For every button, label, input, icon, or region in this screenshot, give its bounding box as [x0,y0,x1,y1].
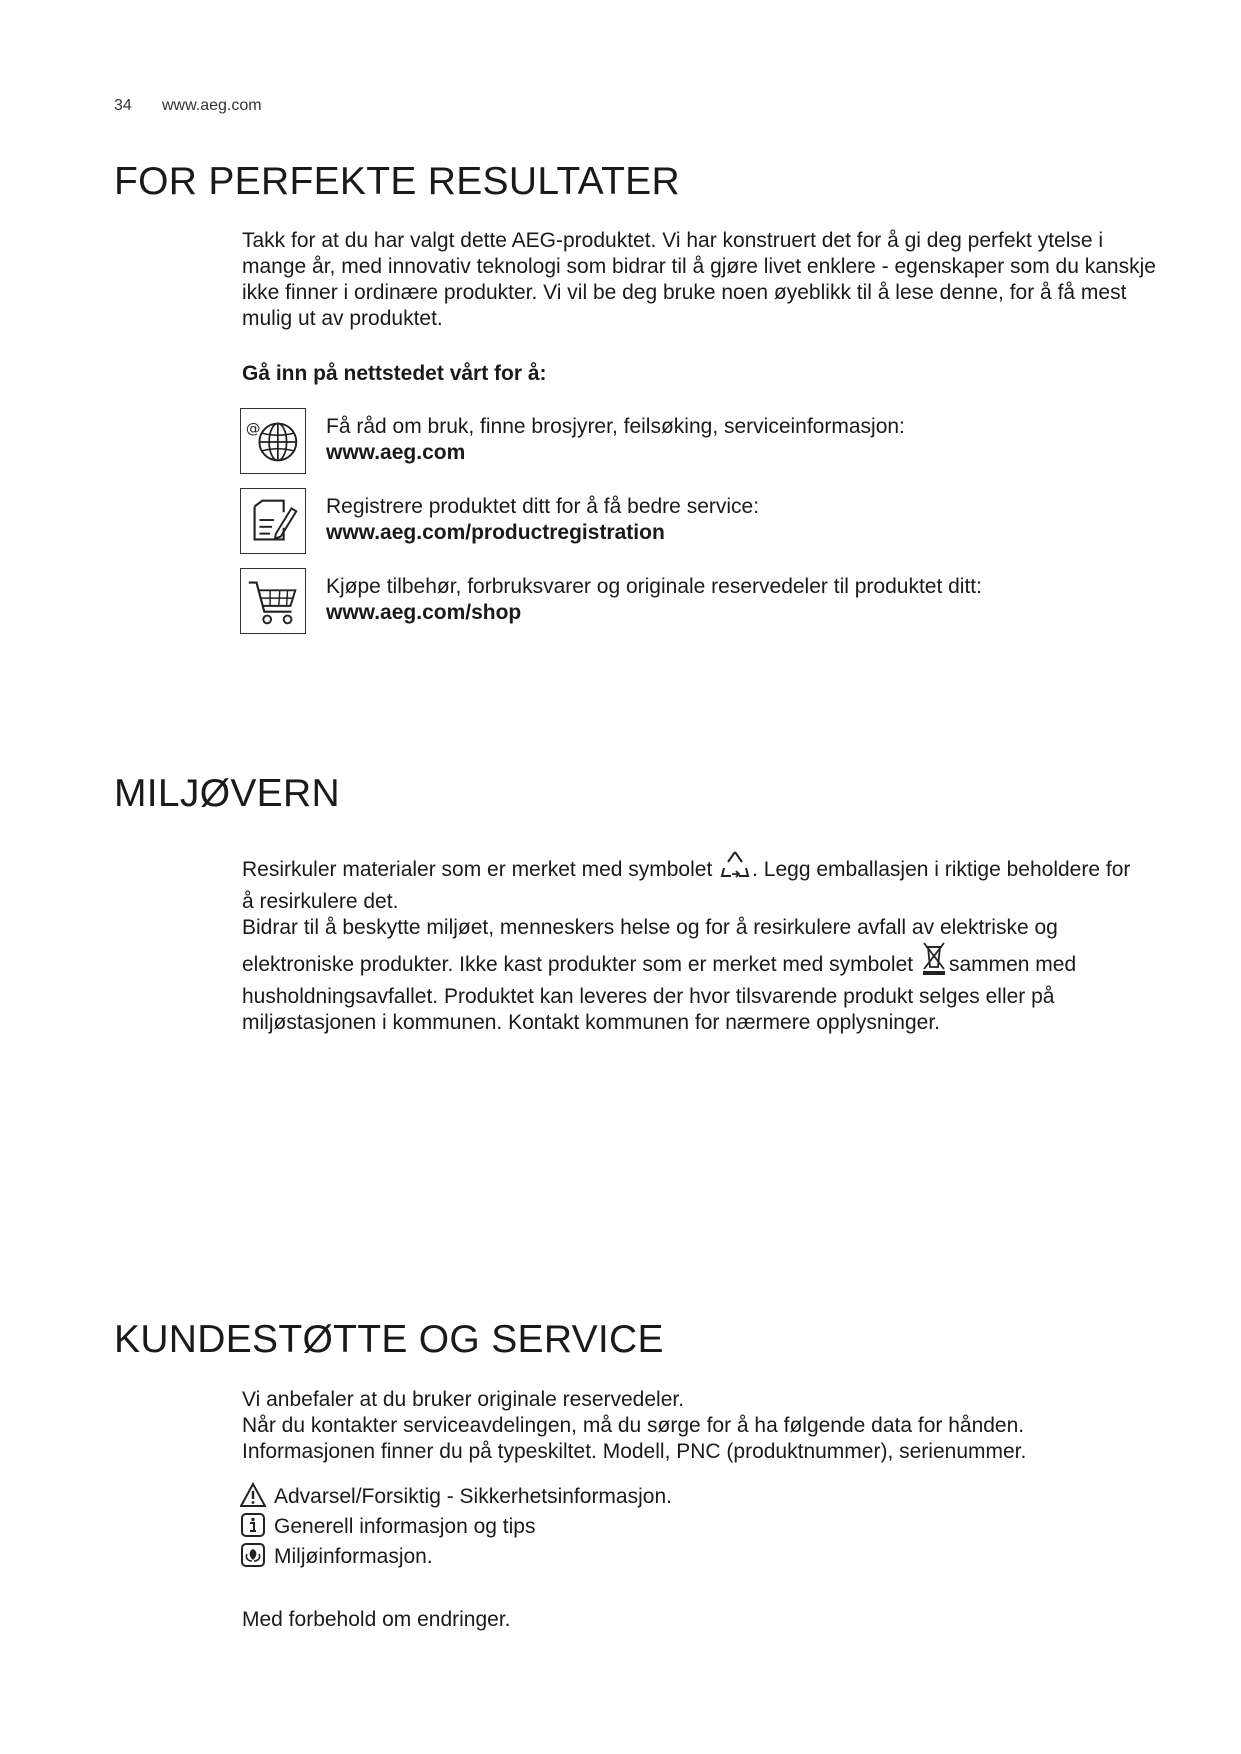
link-text-registration [326,494,759,546]
page-number: 34 [114,97,132,114]
recycle-icon [718,848,752,889]
globe-icon [240,408,306,474]
recycle-paragraph [242,848,1142,915]
section-title-results: FOR PERFEKTE RESULTATER [114,160,680,203]
crossed-bin-icon [919,941,949,984]
section-title-environment: MILJØVERN [114,772,340,815]
link-description: Kjøpe tilbehør, forbruksvarer og originale reservedeler til produktet ditt: [326,575,982,598]
environment-icon [240,1542,266,1568]
link-text-advice [326,414,905,466]
website-link[interactable]: www.aeg.com [162,97,262,114]
info-icon [240,1512,266,1538]
support-line: Når du kontakter serviceavdelingen, må du sørge for å ha følgende data for hånden. [242,1414,1025,1437]
link-row-shop [240,568,1140,636]
intro-paragraph: Takk for at du har valgt dette AEG-produktet. Vi har konstruert det for å gi deg perfekt ytelse i mange år, med innovativ teknologi som bidrar til å gjøre livet enklere - egenskaper som du kanskje ikke finner i ordinære produkter. Vi vil be deg bruke noen øyeblikk til å lese denne, for å få mest mulig ut av produktet. [242,229,1156,330]
warning-icon [240,1482,266,1508]
page-header [114,97,262,115]
visit-heading: Gå inn på nettstedet vårt for å: [242,362,547,385]
legend-warning-text: Advarsel/Forsiktig - Sikkerhetsinformasjon. [274,1485,672,1508]
recycle-text-start: Resirkuler materialer som er merket med symbolet [242,858,713,881]
support-line: Informasjonen finner du på typeskiltet. Modell, PNC (produktnummer), serienummer. [242,1440,1027,1463]
weee-text-end: sammen med husholdningsavfallet. Produktet kan leveres der hvor tilsvarende produkt selges eller på miljøstasjonen i kommunen. Kontakt kommunen for nærmere opplysninger. [242,953,1077,1034]
support-line: Vi anbefaler at du bruker originale reservedeler. [242,1388,685,1411]
recycle-text-end: . Legg emballasjen i riktige beholdere for å resirkulere det. [242,858,1131,913]
weee-text-start: Bidrar til å beskytte miljøet, menneskers helse og for å resirkulere avfall av elektriske og elektroniske produkter. Ikke kast produkter som er merket med symbolet [242,916,1058,976]
link-description: Registrere produktet ditt for å få bedre service: [326,495,760,518]
legend-info-text: Generell informasjon og tips [274,1515,536,1538]
svg-text:@: @ [245,421,261,438]
legend-environment-text: Miljøinformasjon. [274,1545,433,1568]
link-text-shop [326,574,982,626]
environment-text [242,848,1142,1036]
link-url-aeg[interactable]: www.aeg.com [326,441,466,464]
section-title-support: KUNDESTØTTE OG SERVICE [114,1318,664,1361]
link-row-registration [240,488,1140,556]
support-text [242,1387,1142,1465]
shopping-cart-icon [240,568,306,634]
link-url-shop[interactable]: www.aeg.com/shop [326,601,522,624]
link-description: Få råd om bruk, finne brosjyrer, feilsøking, serviceinformasjon: [326,415,905,438]
link-row-advice [240,408,1140,476]
weee-paragraph [242,915,1142,1036]
register-icon [240,488,306,554]
link-url-registration[interactable]: www.aeg.com/productregistration [326,521,665,544]
footer-note: Med forbehold om endringer. [242,1608,511,1631]
